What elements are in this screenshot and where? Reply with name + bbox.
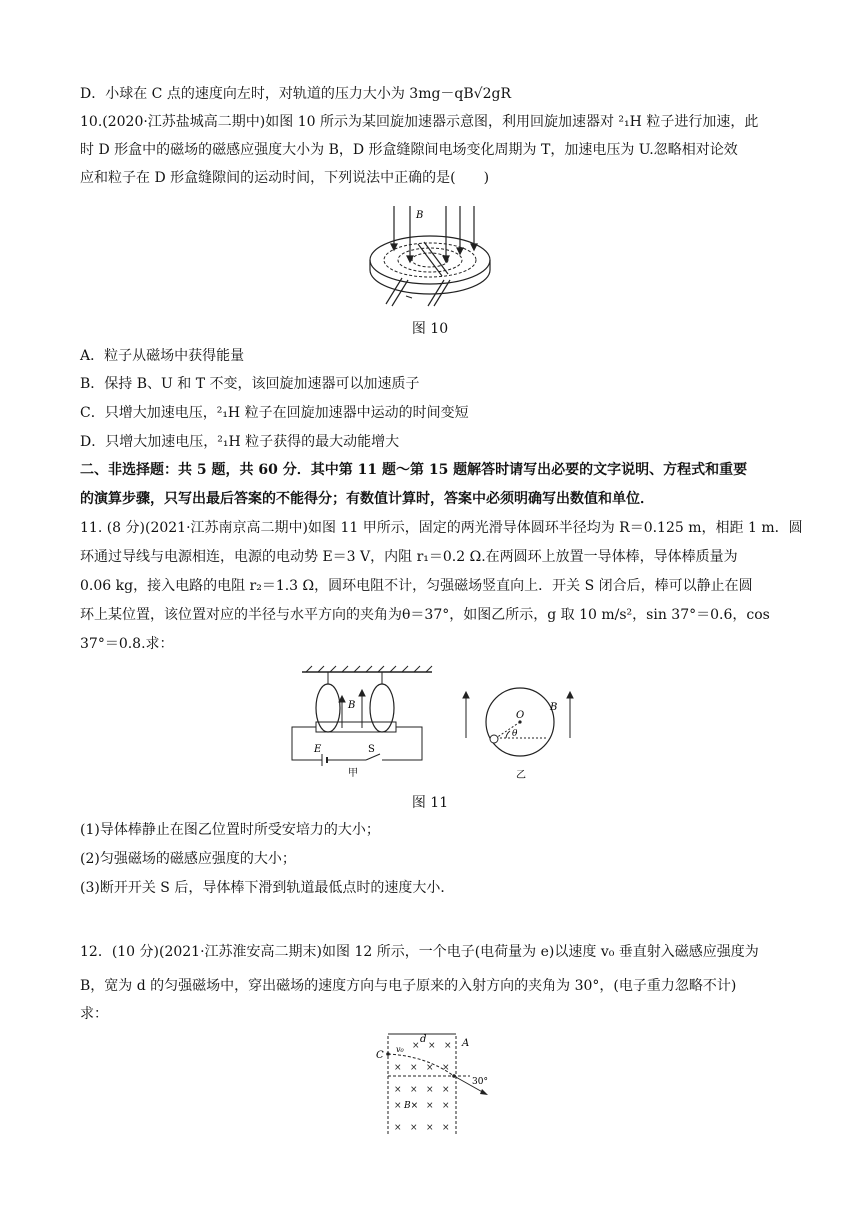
figure-11-label-theta: θ bbox=[512, 729, 518, 739]
svg-text:×: × bbox=[394, 1063, 402, 1073]
q11-question-3: (3)断开开关 S 后，导体棒下滑到轨道最低点时的速度大小． bbox=[80, 880, 455, 896]
svg-text:×: × bbox=[442, 1085, 450, 1095]
q11-stem-line-2: 环通过导线与电源相连，电源的电动势 E＝3 V，内阻 r₁＝0.2 Ω.在两圆环上放置一导体棒，导体棒质量为 bbox=[80, 549, 738, 565]
section-2-heading-line-2: 的演算步骤，只写出最后答案的不能得分；有数值计算时，答案中必须明确写出数值和单位． bbox=[80, 491, 654, 507]
figure-12-label-angle: 30° bbox=[472, 1077, 488, 1087]
figure-12-label-b: B× bbox=[404, 1101, 419, 1111]
figure-10-label-b: B bbox=[416, 210, 424, 221]
figure-12-label-d: d bbox=[420, 1034, 427, 1045]
q11-question-1: (1)导体棒静止在图乙位置时所受安培力的大小； bbox=[80, 822, 380, 838]
q11-stem-line-5: 37°＝0.8.求： bbox=[80, 636, 174, 652]
q10-stem-line-3: 应和粒子在 D 形盒缝隙间的运动时间，下列说法中正确的是( ) bbox=[80, 170, 490, 186]
q11-stem-line-1: 11. (8 分)(2021·江苏南京高二期中)如图 11 甲所示，固定的两光滑导体圆环半径均为 R＝0.125 m，相距 1 m．圆 bbox=[80, 520, 803, 536]
svg-text:×: × bbox=[442, 1123, 450, 1133]
q9-option-d: D．小球在 C 点的速度向左时，对轨道的压力大小为 3mg－qB√2gR bbox=[80, 86, 512, 102]
figure-11-caption: 图 11 bbox=[411, 795, 449, 811]
figure-11-label-b2: B bbox=[550, 702, 558, 713]
svg-text:×: × bbox=[426, 1123, 434, 1133]
svg-text:×: × bbox=[394, 1085, 402, 1095]
figure-11-yi bbox=[456, 680, 586, 784]
figure-11-label-yi: 乙 bbox=[516, 770, 526, 781]
section-2-heading-line-1: 二、非选择题：共 5 题，共 60 分．其中第 11 题～第 15 题解答时请写出必要的文字说明、方程式和重要 bbox=[80, 462, 748, 478]
q10-option-b: B．保持 B、U 和 T 不变，该回旋加速器可以加速质子 bbox=[80, 376, 420, 392]
figure-11-label-e: E bbox=[314, 744, 322, 755]
svg-text:×: × bbox=[412, 1041, 420, 1051]
figure-12-magnetic-field bbox=[366, 1032, 514, 1138]
svg-text:×: × bbox=[394, 1123, 402, 1133]
q10-stem-line-1: 10.(2020·江苏盐城高二期中)如图 10 所示为某回旋加速器示意图，利用回旋加速器对 ²₁H 粒子进行加速，此 bbox=[80, 114, 759, 130]
q10-option-d: D．只增大加速电压，²₁H 粒子获得的最大动能增大 bbox=[80, 434, 400, 450]
figure-12-label-v0: v₀ bbox=[396, 1045, 404, 1054]
figure-11-label-o: O bbox=[516, 710, 525, 721]
svg-text:×: × bbox=[410, 1063, 418, 1073]
figure-11-jia bbox=[286, 664, 446, 780]
svg-text:×: × bbox=[442, 1101, 450, 1111]
svg-text:×: × bbox=[394, 1101, 402, 1111]
svg-text:×: × bbox=[426, 1085, 434, 1095]
svg-text:×: × bbox=[442, 1063, 450, 1073]
q11-stem-line-4: 环上某位置，该位置对应的半径与水平方向的夹角为θ＝37°，如图乙所示，g 取 10 m/s²，sin 37°＝0.6，cos bbox=[80, 607, 770, 623]
figure-11-label-s: S bbox=[368, 744, 375, 755]
figure-10-cyclotron bbox=[362, 200, 498, 312]
figure-11-label-b: B bbox=[348, 700, 356, 711]
figure-10-caption: 图 10 bbox=[411, 321, 449, 337]
svg-text:×: × bbox=[444, 1041, 452, 1051]
svg-text:×: × bbox=[428, 1041, 436, 1051]
q12-stem-line-2: B，宽为 d 的匀强磁场中，穿出磁场的速度方向与电子原来的入射方向的夹角为 30°，(电子重力忽略不计) bbox=[80, 978, 737, 994]
figure-12-label-c: C bbox=[376, 1050, 384, 1061]
svg-text:×: × bbox=[410, 1123, 418, 1133]
q11-question-2: (2)匀强磁场的磁感应强度的大小； bbox=[80, 851, 296, 867]
q12-stem-line-3: 求： bbox=[80, 1006, 108, 1022]
q10-option-c: C．只增大加速电压，²₁H 粒子在回旋加速器中运动的时间变短 bbox=[80, 405, 469, 421]
figure-12-label-a: A bbox=[462, 1038, 470, 1049]
q10-option-a: A．粒子从磁场中获得能量 bbox=[80, 348, 245, 364]
q11-stem-line-3: 0.06 kg，接入电路的电阻 r₂＝1.3 Ω，圆环电阻不计，匀强磁场竖直向上．开关 S 闭合后，棒可以静止在圆 bbox=[80, 578, 753, 594]
figure-11-label-jia: 甲 bbox=[348, 768, 358, 779]
q12-stem-line-1: 12．(10 分)(2021·江苏淮安高二期末)如图 12 所示，一个电子(电荷量为 e)以速度 v₀ 垂直射入磁感应强度为 bbox=[80, 944, 759, 960]
svg-text:×: × bbox=[426, 1063, 434, 1073]
q10-stem-line-2: 时 D 形盒中的磁场的磁感应强度大小为 B，D 形盒缝隙间电场变化周期为 T，加速电压为 U.忽略相对论效 bbox=[80, 142, 738, 158]
svg-text:×: × bbox=[410, 1085, 418, 1095]
svg-text:×: × bbox=[426, 1101, 434, 1111]
